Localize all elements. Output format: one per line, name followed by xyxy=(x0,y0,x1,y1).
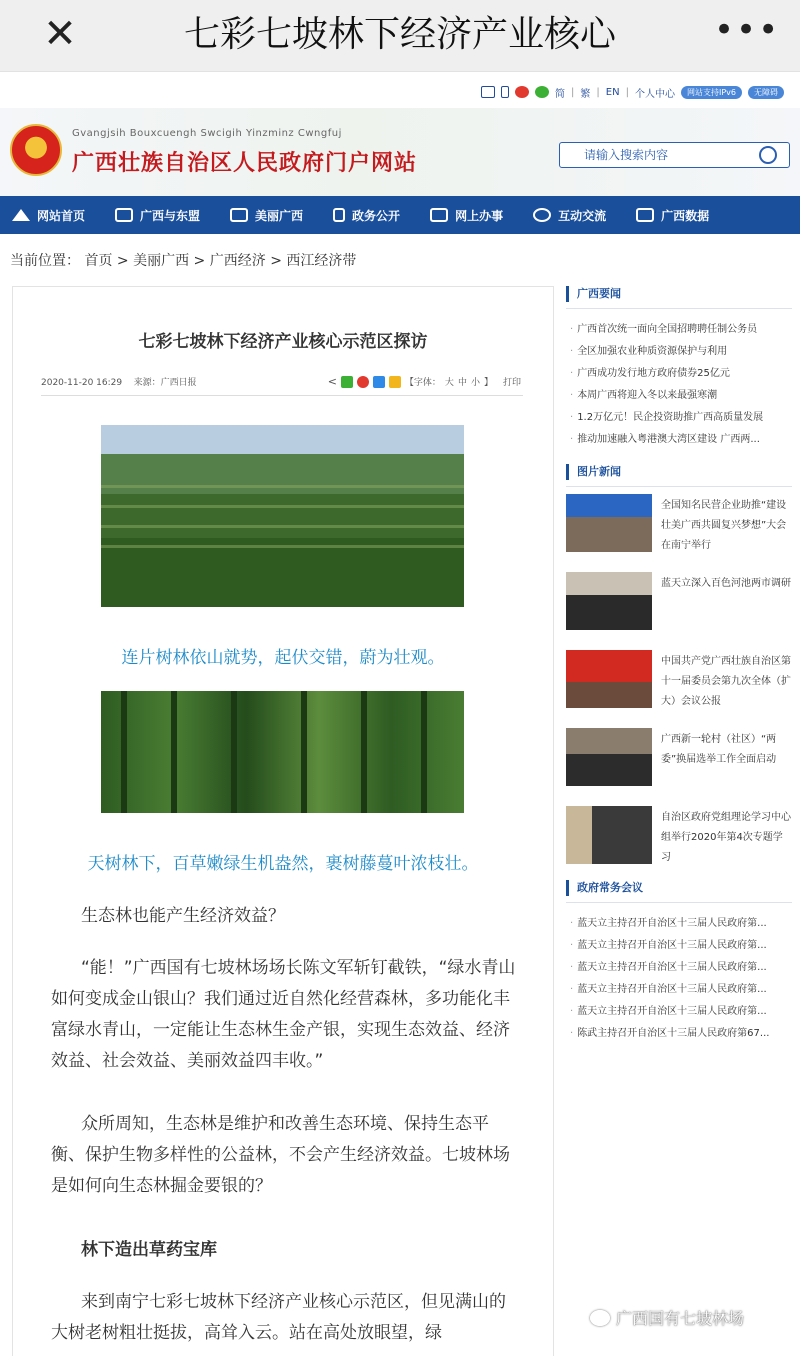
nav-item-gov-affairs[interactable] xyxy=(333,196,400,234)
personal-center-link[interactable]: 个人中心 xyxy=(634,88,675,100)
section-title[interactable]: 广西要闻 xyxy=(566,286,792,302)
section-title[interactable]: 政府常务会议 xyxy=(566,880,792,896)
photo-texture xyxy=(171,691,177,813)
divider xyxy=(566,308,792,309)
weibo-share-icon[interactable] xyxy=(357,376,369,388)
breadcrumb-prefix: 当前位置： xyxy=(10,253,80,269)
nav-label: 网站首页 xyxy=(37,208,86,223)
page-title: 七彩七坡林下经济产业核心 xyxy=(183,14,616,55)
divider: | xyxy=(596,86,600,98)
article-tools xyxy=(328,375,521,388)
more-options-icon[interactable]: ••• xyxy=(714,10,781,50)
breadcrumb-item[interactable]: 广西经济 xyxy=(209,253,266,269)
news-link[interactable]: · 本周广西将迎入冬以来最强寒潮 xyxy=(570,386,792,401)
meeting-link[interactable]: · 陈武主持召开自治区十三届人民政府第67... xyxy=(570,1024,792,1039)
photo-texture xyxy=(101,505,464,508)
photo-news-title: 全国知名民营企业助推“建设壮美广西共圆复兴梦想”大会在南宁举行 xyxy=(661,500,787,551)
photo-caption: 连片树林依山就势，起伏交错，蔚为壮观。 xyxy=(121,648,445,668)
breadcrumb-separator: > xyxy=(116,253,134,269)
utility-bar xyxy=(0,72,800,108)
ipv6-badge: 网站支持IPv6 xyxy=(681,86,742,99)
photo-texture xyxy=(101,485,464,488)
font-size-label: 【字体： xyxy=(404,378,441,388)
close-icon[interactable]: ✕ xyxy=(43,11,77,57)
divider xyxy=(41,395,523,396)
main-nav xyxy=(0,196,800,234)
photo-news-item[interactable] xyxy=(566,650,792,712)
breadcrumb-separator: > xyxy=(193,253,210,269)
landscape-icon xyxy=(230,208,248,222)
document-icon xyxy=(333,208,345,222)
news-link[interactable]: · 广西成功发行地方政府债券25亿元 xyxy=(570,364,792,379)
wechat-logo-icon xyxy=(590,1310,610,1326)
article-paragraph: 生态林也能产生经济效益？ xyxy=(81,906,285,926)
font-small-button[interactable]: 小 xyxy=(470,378,480,388)
search-input[interactable] xyxy=(584,143,764,167)
breadcrumb-item[interactable]: 美丽广西 xyxy=(133,253,190,269)
share-icon[interactable]: < xyxy=(327,375,337,388)
meeting-link[interactable]: · 蓝天立主持召开自治区十三届人民政府第... xyxy=(570,980,792,995)
photo-news-title: 广西新一轮村（社区）“两委”换届选举工作全面启动 xyxy=(661,734,777,765)
site-subtitle: Gvangjsih Bouxcuengh Swcigih Yinzminz Cwngfuj xyxy=(72,128,342,139)
nav-label: 政务公开 xyxy=(352,208,401,223)
photo-news-title: 中国共产党广西壮族自治区第十一届委员会第九次全体（扩大）会议公报 xyxy=(661,656,791,707)
photo-news-item[interactable] xyxy=(566,494,792,556)
weibo-icon[interactable] xyxy=(515,86,529,98)
qzone-share-icon[interactable] xyxy=(373,376,385,388)
divider: | xyxy=(571,86,575,98)
article-title: 七彩七坡林下经济产业核心示范区探访 xyxy=(138,332,428,352)
photo-texture xyxy=(361,691,367,813)
news-thumbnail xyxy=(566,728,652,786)
nav-label: 广西与东盟 xyxy=(140,208,201,223)
accessibility-button[interactable]: 无障碍 xyxy=(748,86,784,99)
english-link[interactable]: EN xyxy=(605,86,620,98)
print-button[interactable]: 打印 xyxy=(502,378,521,388)
news-link[interactable]: · 广西首次统一面向全国招聘聘任制公务员 xyxy=(570,320,792,335)
mail-icon[interactable] xyxy=(481,86,495,98)
traditional-link[interactable]: 繁 xyxy=(580,88,591,100)
article-paragraph: 众所周知，生态林是维护和改善生态环境、保持生态平衡、保护生物多样性的公益林，不会产生经济效益。七坡林场是如何向生态林掘金要银的？ xyxy=(51,1114,510,1196)
utility-links xyxy=(481,82,784,102)
news-thumbnail xyxy=(566,494,652,552)
photo-news-title: 蓝天立深入百色河池两市调研 xyxy=(661,578,791,589)
photo-caption: 天树林下，百草嫩绿生机盎然，裹树藤蔓叶浓枝壮。 xyxy=(87,854,479,874)
meeting-link[interactable]: · 蓝天立主持召开自治区十三届人民政府第... xyxy=(570,914,792,929)
search-icon[interactable] xyxy=(759,146,777,164)
divider xyxy=(566,902,792,903)
wechat-share-icon[interactable] xyxy=(341,376,353,388)
globe-icon xyxy=(115,208,133,222)
article-source: 来源：广西日报 xyxy=(133,378,197,388)
font-size-close: 】 xyxy=(483,378,493,388)
meeting-link[interactable]: · 蓝天立主持召开自治区十三届人民政府第... xyxy=(570,958,792,973)
nav-item-beautiful-guangxi[interactable] xyxy=(230,196,303,234)
nav-item-home[interactable] xyxy=(12,196,85,234)
monitor-icon xyxy=(430,208,448,222)
article-meta xyxy=(41,375,197,388)
forest-understory-photo xyxy=(101,691,464,813)
news-link[interactable]: · 推动加速融入粤港澳大湾区建设 广西两... xyxy=(570,430,792,445)
photo-news-item[interactable] xyxy=(566,728,792,790)
news-thumbnail xyxy=(566,572,652,630)
photo-texture xyxy=(301,691,307,813)
mobile-icon[interactable] xyxy=(501,86,509,98)
national-emblem-icon xyxy=(10,124,62,176)
simplified-link[interactable]: 简 xyxy=(555,88,566,100)
article-paragraph: 来到南宁七彩七坡林下经济产业核心示范区，但见满山的大树老树粗壮挺拔，高耸入云。站在高处放眼望，绿 xyxy=(51,1292,506,1343)
news-link[interactable]: · 全区加强农业种质资源保护与利用 xyxy=(570,342,792,357)
meeting-link[interactable]: · 蓝天立主持召开自治区十三届人民政府第... xyxy=(570,1002,792,1017)
search-box xyxy=(559,142,790,168)
watermark xyxy=(590,1306,744,1329)
wechat-icon[interactable] xyxy=(535,86,549,98)
breadcrumb-separator: > xyxy=(270,253,287,269)
font-large-button[interactable]: 大 xyxy=(444,378,454,388)
news-link[interactable]: · 1.2万亿元！民企投资助推广西高质量发展 xyxy=(570,408,792,423)
site-header xyxy=(0,108,800,196)
watermark-text: 广西国有七坡林场 xyxy=(616,1309,745,1328)
chat-icon xyxy=(533,208,551,222)
photo-texture xyxy=(231,691,237,813)
article-panel xyxy=(12,286,554,1356)
home-icon xyxy=(12,209,30,221)
photo-news-title: 自治区政府党组理论学习中心组举行2020年第4次专题学习 xyxy=(661,812,791,863)
data-icon xyxy=(636,208,654,222)
meeting-link[interactable]: · 蓝天立主持召开自治区十三届人民政府第... xyxy=(570,936,792,951)
site-name[interactable]: 广西壮族自治区人民政府门户网站 xyxy=(72,151,418,176)
app-top-bar xyxy=(0,0,800,72)
nav-label: 美丽广西 xyxy=(255,208,304,223)
photo-texture xyxy=(101,525,464,528)
section-title[interactable]: 图片新闻 xyxy=(566,464,792,480)
article-date: 2020-11-20 16:29 xyxy=(41,378,123,388)
divider: | xyxy=(625,86,629,98)
photo-texture xyxy=(421,691,427,813)
font-medium-button[interactable]: 中 xyxy=(457,378,467,388)
photo-texture xyxy=(121,691,127,813)
breadcrumb-item[interactable]: 西江经济带 xyxy=(286,253,357,269)
nav-label: 网上办事 xyxy=(455,208,504,223)
nav-item-online-services[interactable] xyxy=(430,196,503,234)
breadcrumb xyxy=(10,250,356,270)
qq-share-icon[interactable] xyxy=(389,376,401,388)
photo-news-item[interactable] xyxy=(566,572,792,634)
nav-label: 互动交流 xyxy=(558,208,607,223)
news-thumbnail xyxy=(566,650,652,708)
divider xyxy=(566,486,792,487)
photo-news-item[interactable] xyxy=(566,806,792,868)
article-paragraph: “能！”广西国有七坡林场场长陈文军斩钉截铁，“绿水青山如何变成金山银山？我们通过近自然化经营森林，多功能化丰富绿水青山，一定能让生态林生金产银，实现生态效益、经济效益、社会效益、美丽效益四丰收。” xyxy=(51,958,516,1071)
nav-label: 广西数据 xyxy=(661,208,710,223)
news-thumbnail xyxy=(566,806,652,864)
nav-item-asean[interactable] xyxy=(115,196,200,234)
article-subheading: 林下造出草药宝库 xyxy=(81,1240,217,1260)
photo-texture xyxy=(101,545,464,548)
forest-hills-photo xyxy=(101,425,464,607)
breadcrumb-item[interactable]: 首页 xyxy=(84,253,113,269)
nav-item-interaction[interactable] xyxy=(533,196,606,234)
nav-item-data[interactable] xyxy=(636,196,709,234)
